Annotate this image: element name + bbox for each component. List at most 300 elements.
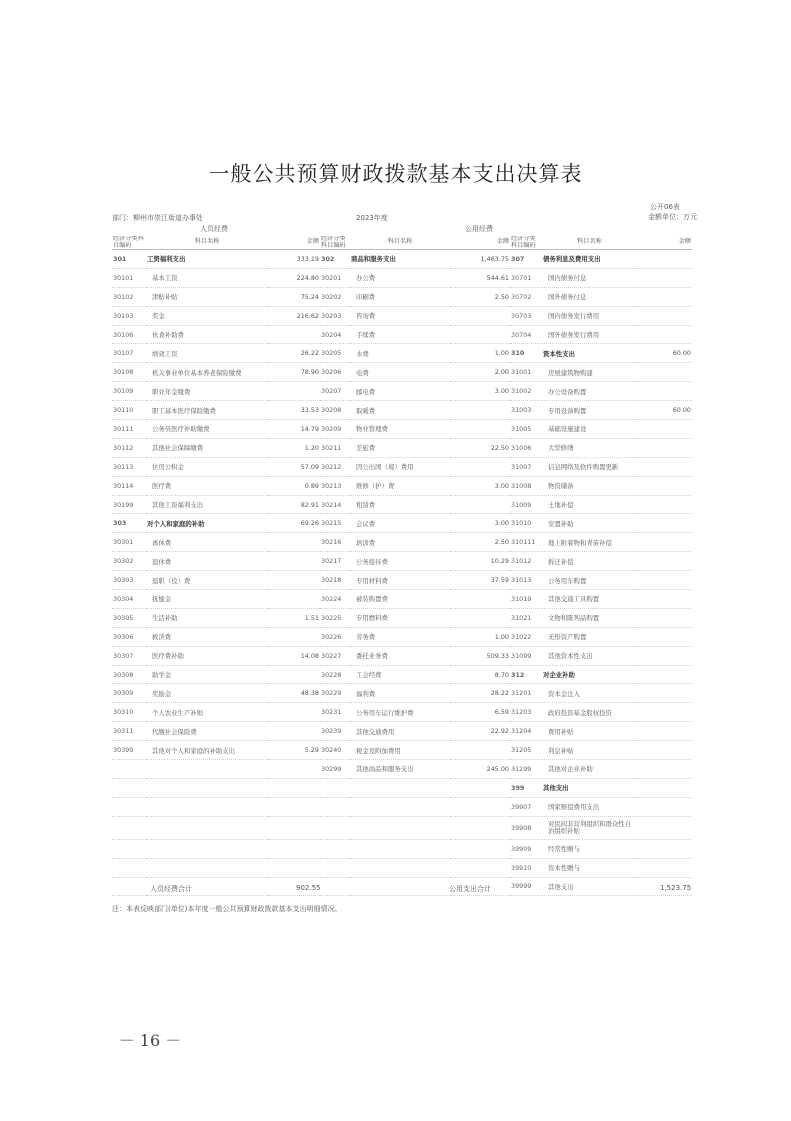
row-item-name: 救济费 [146, 627, 268, 646]
total-personnel-value: 902.55 [296, 884, 321, 892]
row-item-name: 福利费 [350, 684, 450, 703]
row-code [112, 816, 146, 839]
row-item-name: 伙食补助费 [146, 325, 268, 344]
row-item-name: 奖金 [146, 306, 268, 325]
row-code: 30229 [320, 684, 350, 703]
row-amount [450, 401, 510, 420]
row-code: 31022 [510, 627, 542, 646]
row-amount [268, 839, 320, 858]
row-amount: 37.59 [450, 571, 510, 590]
row-item-name: 资本性支出 [542, 344, 637, 363]
row-code: 30301 [112, 533, 146, 552]
row-code: 30239 [320, 722, 350, 741]
row-code: 30299 [320, 760, 350, 779]
row-code: 301 [112, 250, 146, 269]
row-amount: 216.62 [268, 306, 320, 325]
row-amount: 69.26 [268, 514, 320, 533]
row-amount [450, 608, 510, 627]
row-code: 30213 [320, 476, 350, 495]
row-code: 30203 [320, 306, 350, 325]
row-amount: 1.51 [268, 608, 320, 627]
row-amount: 75.24 [268, 287, 320, 306]
row-item-name: 退职（役）费 [146, 571, 268, 590]
row-amount: 60.00 [637, 401, 692, 420]
row-amount: 1.00 [450, 627, 510, 646]
row-code [320, 778, 350, 797]
row-item-name: 印刷费 [350, 287, 450, 306]
header-name: 科目名称 [146, 236, 268, 250]
row-code: 303 [112, 514, 146, 533]
row-code: 39909 [510, 839, 542, 858]
table-row [112, 858, 692, 877]
row-item-name: 绩效工资 [146, 344, 268, 363]
row-item-name: 职工基本医疗保险缴费 [146, 401, 268, 420]
row-code [112, 877, 146, 896]
row-amount: 3.00 [450, 382, 510, 401]
row-code: 31012 [510, 552, 542, 571]
row-code: 30206 [320, 363, 350, 382]
table-row [112, 401, 692, 420]
row-amount [268, 816, 320, 839]
row-code: 30109 [112, 382, 146, 401]
row-amount [268, 552, 320, 571]
table-row [112, 608, 692, 627]
row-code: 30208 [320, 401, 350, 420]
row-item-name: 水费 [350, 344, 450, 363]
row-code: 30240 [320, 741, 350, 760]
row-amount [637, 608, 692, 627]
row-amount [637, 703, 692, 722]
row-amount [637, 684, 692, 703]
row-amount: 1.00 [450, 344, 510, 363]
row-amount [268, 665, 320, 684]
group-personnel-label: 人员经费 [200, 225, 228, 233]
row-item-name: 政府投资基金股权投资 [542, 703, 637, 722]
table-row [112, 363, 692, 382]
row-item-name: 安置补助 [542, 514, 637, 533]
table-row [112, 457, 692, 476]
row-item-name: 租赁费 [350, 495, 450, 514]
row-code: 30703 [510, 306, 542, 325]
row-amount: 78.90 [268, 363, 320, 382]
row-code: 30209 [320, 420, 350, 439]
row-amount: 8.70 [450, 665, 510, 684]
row-code: 39908 [510, 816, 542, 839]
row-amount [637, 797, 692, 816]
row-item-name: 资本性赠与 [542, 858, 637, 877]
row-item-name: 电费 [350, 363, 450, 382]
row-amount [268, 703, 320, 722]
row-item-name [146, 816, 268, 839]
row-item-name: 利息补贴 [542, 741, 637, 760]
header-code: 经济分类科目编码 [112, 236, 146, 250]
total-public-value: 1,523.75 [660, 884, 692, 892]
row-code: 302 [320, 250, 350, 269]
row-amount: 544.61 [450, 268, 510, 287]
row-code: 310 [510, 344, 542, 363]
row-item-name: 国内债务付息 [542, 268, 637, 287]
row-item-name: 信息网络及软件购置更新 [542, 457, 637, 476]
row-item-name: 会议费 [350, 514, 450, 533]
row-amount [450, 778, 510, 797]
row-code: 30110 [112, 401, 146, 420]
row-item-name: 办公费 [350, 268, 450, 287]
row-code: 31201 [510, 684, 542, 703]
row-amount: 224.80 [268, 268, 320, 287]
row-code: 30212 [320, 457, 350, 476]
row-item-name: 大型修缮 [542, 438, 637, 457]
table-row [112, 797, 692, 816]
row-code: 31203 [510, 703, 542, 722]
total-public-label: 公用支出合计 [449, 885, 491, 893]
row-amount [450, 797, 510, 816]
header-amount: 金额 [637, 236, 692, 250]
row-amount [450, 741, 510, 760]
table-row [112, 438, 692, 457]
row-amount: 14.79 [268, 420, 320, 439]
row-item-name: 专用材料费 [350, 571, 450, 590]
row-amount [268, 778, 320, 797]
table-row [112, 514, 692, 533]
row-item-name: 公务用车购置 [542, 571, 637, 590]
row-code: 31008 [510, 476, 542, 495]
row-amount [450, 839, 510, 858]
row-amount: 6.59 [450, 703, 510, 722]
row-item-name: 其他社会保障缴费 [146, 438, 268, 457]
row-code: 30215 [320, 514, 350, 533]
row-item-name [146, 839, 268, 858]
row-code: 30111 [112, 420, 146, 439]
row-code: 30216 [320, 533, 350, 552]
row-amount: 82.91 [268, 495, 320, 514]
table-row [112, 722, 692, 741]
row-amount [637, 839, 692, 858]
row-code: 31204 [510, 722, 542, 741]
row-amount [450, 457, 510, 476]
row-item-name: 公务接待费 [350, 552, 450, 571]
row-item-name: 无形资产购置 [542, 627, 637, 646]
row-item-name: 医疗费 [146, 476, 268, 495]
row-item-name: 劳务费 [350, 627, 450, 646]
row-item-name: 物资储备 [542, 476, 637, 495]
row-amount [637, 495, 692, 514]
row-amount [637, 287, 692, 306]
row-code: 31205 [510, 741, 542, 760]
row-code: 30218 [320, 571, 350, 590]
row-item-name: 经常性赠与 [542, 839, 637, 858]
row-amount [268, 797, 320, 816]
row-code: 30305 [112, 608, 146, 627]
row-code: 30114 [112, 476, 146, 495]
row-amount [450, 325, 510, 344]
expenditure-table [112, 236, 692, 896]
row-item-name [350, 877, 450, 896]
row-item-name: 其他对企业补助 [542, 760, 637, 779]
row-item-name: 代缴社会保险费 [146, 722, 268, 741]
table-row [112, 306, 692, 325]
row-code: 30225 [320, 608, 350, 627]
row-code: 31003 [510, 401, 542, 420]
row-item-name: 生活补助 [146, 608, 268, 627]
amount-unit: 金额单位：万元 [648, 213, 697, 221]
row-code: 30204 [320, 325, 350, 344]
row-amount [450, 420, 510, 439]
row-item-name: 办公设备购置 [542, 382, 637, 401]
row-code: 30199 [112, 495, 146, 514]
row-amount [450, 590, 510, 609]
row-code: 30228 [320, 665, 350, 684]
row-code: 31002 [510, 382, 542, 401]
footnote: 注：本表反映部门(单位)本年度一般公共预算财政拨款基本支出明细情况。 [112, 905, 342, 913]
table-row [112, 268, 692, 287]
row-amount: 57.09 [268, 457, 320, 476]
department-label: 部门：柳州市崇江街道办事处 [112, 214, 203, 222]
row-code: 30224 [320, 590, 350, 609]
row-amount [637, 476, 692, 495]
row-code: 30231 [320, 703, 350, 722]
table-row [112, 665, 692, 684]
row-amount [637, 816, 692, 839]
row-amount [637, 665, 692, 684]
row-code: 31006 [510, 438, 542, 457]
row-item-name: 对个人和家庭的补助 [146, 514, 268, 533]
row-amount [450, 495, 510, 514]
row-item-name: 物业管理费 [350, 420, 450, 439]
row-code: 30303 [112, 571, 146, 590]
row-code: 30701 [510, 268, 542, 287]
row-item-name: 手续费 [350, 325, 450, 344]
row-item-name: 商品和服务支出 [350, 250, 450, 269]
row-code: 30205 [320, 344, 350, 363]
row-item-name: 其他资本性支出 [542, 646, 637, 665]
total-personnel-label: 人员经费合计 [150, 885, 192, 893]
row-amount [637, 646, 692, 665]
row-item-name [350, 858, 450, 877]
row-item-name: 机关事业单位基本养老保险缴费 [146, 363, 268, 382]
row-amount: 33.53 [268, 401, 320, 420]
row-item-name: 被装购置费 [350, 590, 450, 609]
row-code: 30302 [112, 552, 146, 571]
row-amount: 22.92 [450, 722, 510, 741]
row-item-name: 其他交通费用 [350, 722, 450, 741]
row-code: 31021 [510, 608, 542, 627]
row-amount: 14.08 [268, 646, 320, 665]
row-amount [268, 590, 320, 609]
row-amount [450, 858, 510, 877]
row-item-name: 取暖费 [350, 401, 450, 420]
row-item-name [146, 797, 268, 816]
row-code: 30211 [320, 438, 350, 457]
row-item-name: 公务用车运行维护费 [350, 703, 450, 722]
table-row [112, 287, 692, 306]
row-item-name: 对企业补助 [542, 665, 637, 684]
row-code: 30207 [320, 382, 350, 401]
header-name: 科目名称 [542, 236, 637, 250]
row-code [112, 760, 146, 779]
row-item-name: 房屋建筑物购建 [542, 363, 637, 382]
row-item-name: 其他交通工具购置 [542, 590, 637, 609]
row-code: 31299 [510, 760, 542, 779]
row-item-name: 专用设备购置 [542, 401, 637, 420]
row-amount: 22.50 [450, 438, 510, 457]
row-amount [268, 571, 320, 590]
row-amount [268, 760, 320, 779]
row-amount: 10.29 [450, 552, 510, 571]
row-code: 30217 [320, 552, 350, 571]
header-amount: 金额 [268, 236, 320, 250]
row-code: 31005 [510, 420, 542, 439]
table-row [112, 778, 692, 797]
table-row [112, 495, 692, 514]
row-amount [637, 741, 692, 760]
row-code: 30202 [320, 287, 350, 306]
row-code: 30106 [112, 325, 146, 344]
row-amount [637, 760, 692, 779]
row-item-name: 债务利息及费用支出 [542, 250, 637, 269]
table-row [112, 250, 692, 269]
row-amount [637, 722, 692, 741]
row-code: 30306 [112, 627, 146, 646]
row-amount [637, 627, 692, 646]
header-code: 经济分类科目编码 [510, 236, 542, 250]
table-row [112, 684, 692, 703]
row-item-name: 文物和陈列品购置 [542, 608, 637, 627]
row-code: 30201 [320, 268, 350, 287]
row-amount: 2.50 [450, 533, 510, 552]
table-row [112, 552, 692, 571]
row-amount [268, 325, 320, 344]
row-amount: 28.22 [450, 684, 510, 703]
row-amount: 1,463.75 [450, 250, 510, 269]
row-amount: 3.00 [450, 476, 510, 495]
row-amount: 5.29 [268, 741, 320, 760]
row-item-name: 其他商品和服务支出 [350, 760, 450, 779]
row-item-name: 离休费 [146, 533, 268, 552]
row-item-name: 助学金 [146, 665, 268, 684]
header-code: 经济分类科目编码 [320, 236, 350, 250]
row-item-name: 专用燃料费 [350, 608, 450, 627]
row-amount [268, 722, 320, 741]
row-amount [637, 590, 692, 609]
table-row [112, 325, 692, 344]
row-item-name: 基本工资 [146, 268, 268, 287]
header-name: 科目名称 [350, 236, 450, 250]
row-amount [268, 533, 320, 552]
row-amount: 60.00 [637, 344, 692, 363]
row-item-name: 国外债务发行费用 [542, 325, 637, 344]
row-code: 30308 [112, 665, 146, 684]
row-code: 31019 [510, 590, 542, 609]
table-row [112, 816, 692, 839]
row-amount: 2.50 [450, 287, 510, 306]
row-code [320, 877, 350, 896]
row-amount [268, 382, 320, 401]
row-code: 30704 [510, 325, 542, 344]
row-item-name: 职业年金缴费 [146, 382, 268, 401]
row-code: 312 [510, 665, 542, 684]
row-code: 31001 [510, 363, 542, 382]
row-code: 39907 [510, 797, 542, 816]
row-item-name: 工资福利支出 [146, 250, 268, 269]
row-amount: 1.20 [268, 438, 320, 457]
row-code: 30399 [112, 741, 146, 760]
row-amount: 333.19 [268, 250, 320, 269]
table-row [112, 646, 692, 665]
table-row [112, 839, 692, 858]
row-item-name: 费用补贴 [542, 722, 637, 741]
row-amount [637, 533, 692, 552]
row-amount [637, 306, 692, 325]
fiscal-year: 2023年度 [356, 214, 388, 222]
row-amount [637, 858, 692, 877]
row-item-name: 对民间非营利组织和群众性自治组织补贴 [542, 816, 637, 839]
row-item-name: 委托业务费 [350, 646, 450, 665]
row-code: 31010 [510, 514, 542, 533]
row-item-name: 其他工资福利支出 [146, 495, 268, 514]
row-code [320, 858, 350, 877]
row-item-name: 其他支出 [542, 877, 637, 896]
row-item-name: 工会经费 [350, 665, 450, 684]
row-item-name: 国家赔偿费用支出 [542, 797, 637, 816]
row-item-name: 个人农业生产补贴 [146, 703, 268, 722]
row-item-name: 医疗费补助 [146, 646, 268, 665]
row-item-name: 退休费 [146, 552, 268, 571]
table-row [112, 760, 692, 779]
row-item-name: 差旅费 [350, 438, 450, 457]
row-code: 31013 [510, 571, 542, 590]
row-code [320, 839, 350, 858]
row-amount [637, 268, 692, 287]
row-code: 30102 [112, 287, 146, 306]
row-amount: 3.00 [450, 514, 510, 533]
row-code: 39999 [510, 877, 542, 896]
row-item-name [350, 797, 450, 816]
row-amount [637, 514, 692, 533]
row-code: 30108 [112, 363, 146, 382]
table-row [112, 382, 692, 401]
row-item-name: 其他对个人和家庭的补助支出 [146, 741, 268, 760]
row-item-name: 津贴补贴 [146, 287, 268, 306]
row-code [112, 839, 146, 858]
table-row [112, 627, 692, 646]
row-item-name: 土地补偿 [542, 495, 637, 514]
report-title: 一般公共预算财政拨款基本支出决算表 [208, 162, 583, 186]
row-code: 30107 [112, 344, 146, 363]
row-item-name: 培训费 [350, 533, 450, 552]
row-amount [637, 778, 692, 797]
row-code [320, 816, 350, 839]
row-item-name [350, 816, 450, 839]
table-row [112, 741, 692, 760]
row-item-name: 咨询费 [350, 306, 450, 325]
row-code: 30304 [112, 590, 146, 609]
row-code: 30307 [112, 646, 146, 665]
row-item-name: 住房公积金 [146, 457, 268, 476]
row-code: 31007 [510, 457, 542, 476]
row-amount [637, 571, 692, 590]
row-code: 39910 [510, 858, 542, 877]
row-item-name: 抚恤金 [146, 590, 268, 609]
row-code: 399 [510, 778, 542, 797]
table-header-row [112, 236, 692, 250]
table-row [112, 590, 692, 609]
row-item-name: 资本金注入 [542, 684, 637, 703]
row-amount [450, 816, 510, 839]
row-item-name: 其他支出 [542, 778, 637, 797]
row-item-name: 奖励金 [146, 684, 268, 703]
table-row [112, 533, 692, 552]
row-code: 31009 [510, 495, 542, 514]
